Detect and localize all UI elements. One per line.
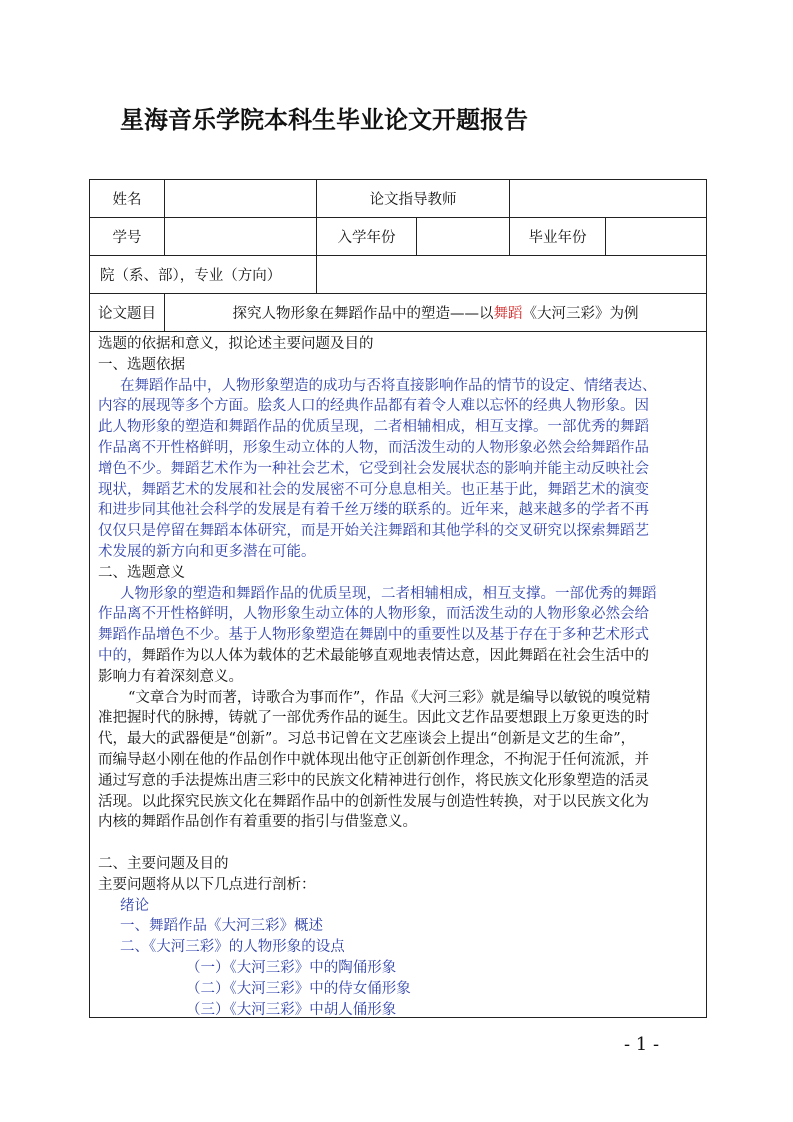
form-row-student-id [90, 218, 707, 256]
basis-line: 内容的展现等多个方面。脍炙人口的经典作品都有着令人难以忘怀的经典人物形象。因 [98, 398, 649, 415]
quote-line: 而编导赵小刚在他的作品创作中就体现出他守正创新创作理念，不拘泥于任何流派，并 [98, 751, 649, 768]
grad-year-field[interactable] [606, 218, 707, 256]
page-number: - 1 - [624, 1034, 660, 1055]
sub-outline-item: （二）《大河三彩》中的侍女俑形象 [186, 980, 411, 997]
advisor-field[interactable] [510, 180, 707, 218]
student-id-field[interactable] [165, 218, 317, 256]
content-header: 选题的依据和意义，拟论述主要问题及目的 [98, 336, 374, 352]
name-label: 姓名 [90, 180, 165, 218]
document-title: 星海音乐学院本科生毕业论文开题报告 [120, 106, 528, 134]
basis-line: 现状，舞蹈艺术的发展和社会的发展密不可分息息相关。也正基于此，舞蹈艺术的演变 [98, 481, 649, 498]
grad-year-label: 毕业年份 [510, 218, 606, 256]
significance-line: 舞蹈作为以人体为载体的艺术最能够直观地表情达意，因此舞蹈在社会生活中的 [141, 647, 649, 664]
basis-line: 术发展的新方向和更多潜在可能。 [98, 543, 316, 560]
significance-line: 中的， [98, 647, 142, 664]
name-field[interactable] [165, 180, 317, 218]
dept-label: 院（系、部），专业（方向） [90, 256, 317, 294]
proposal-content [98, 334, 698, 1018]
sub-outline-item: （一）《大河三彩》中的陶俑形象 [186, 959, 397, 976]
topic-field [165, 294, 707, 332]
form-row-topic [90, 294, 707, 332]
form-row-name [90, 180, 707, 218]
quote-line: 通过写意的手法提炼出唐三彩中的民族文化精神进行创作，将民族文化形象塑造的活灵 [98, 772, 649, 789]
proposal-form-table [89, 179, 707, 1018]
quote-line: 代，最大的武器便是“创新”。习总书记曾在文艺座谈会上提出“创新是文艺的生命”， [98, 731, 636, 748]
significance-line: 人物形象的塑造和舞蹈作品的优质呈现，二者相辅相成，相互支撑。一部优秀的舞蹈 [120, 585, 657, 602]
basis-line: 在舞蹈作品中，人物形象塑造的成功与否将直接影响作品的情节的设定、情绪表达、 [120, 377, 657, 394]
basis-line: 增色不少。舞蹈艺术作为一种社会艺术，它受到社会发展状态的影响并能主动反映社会 [98, 460, 649, 477]
problems-intro: 主要问题将从以下几点进行剖析： [98, 876, 316, 893]
advisor-label: 论文指导教师 [317, 180, 510, 218]
outline-item: 绪论 [120, 897, 149, 914]
spacer [98, 833, 698, 854]
sub-outline-item: （三）《大河三彩》中胡人俑形象 [186, 1001, 397, 1018]
enroll-year-label: 入学年份 [317, 218, 417, 256]
significance-line: 作品离不开性格鲜明，人物形象生动立体的人物形象，而活泼生动的人物形象必然会给 [98, 606, 649, 623]
topic-label: 论文题目 [90, 294, 165, 332]
form-row-dept [90, 256, 707, 294]
student-id-label: 学号 [90, 218, 165, 256]
significance-heading: 二、选题意义 [98, 564, 185, 581]
quote-line: 活现。以此探究民族文化在舞蹈作品中的创新性发展与创造性转换，对于以民族文化为 [98, 793, 649, 810]
quote-line: 准把握时代的脉搏，铸就了一部优秀作品的诞生。因此文艺作品要想跟上万象更迭的时 [98, 710, 649, 727]
basis-line: 此人物形象的塑造和舞蹈作品的优质呈现，二者相辅相成，相互支撑。一部优秀的舞蹈 [98, 419, 649, 436]
basis-line: 和进步同其他社会科学的发展是有着千丝万缕的联系的。近年来，越来越多的学者不再 [98, 502, 649, 519]
form-row-content [90, 332, 707, 1018]
problems-heading: 二、主要问题及目的 [98, 855, 229, 872]
topic-prefix: 探究人物形象在舞蹈作品中的塑造——以 [232, 306, 494, 322]
outline-item: 一、舞蹈作品《大河三彩》概述 [120, 918, 323, 935]
content-cell [90, 332, 707, 1018]
topic-highlight: 舞蹈 [493, 306, 523, 322]
dept-field[interactable] [317, 256, 707, 294]
enroll-year-field[interactable] [417, 218, 510, 256]
basis-heading: 一、选题依据 [98, 356, 185, 373]
basis-line: 仅仅只是停留在舞蹈本体研究，而是开始关注舞蹈和其他学科的交叉研究以探索舞蹈艺 [98, 523, 649, 540]
significance-line: 影响力有着深刻意义。 [98, 668, 243, 685]
quote-line: 内核的舞蹈作品创作有着重要的指引与借鉴意义。 [98, 814, 417, 831]
topic-suffix: 《大河三彩》为例 [522, 306, 639, 322]
outline-item: 二、《大河三彩》的人物形象的设点 [120, 939, 345, 956]
quote-line: “文章合为时而著，诗歌合为事而作”，作品《大河三彩》就是编导以敏锐的嗅觉精 [128, 689, 651, 706]
significance-mixed-line [98, 646, 698, 667]
basis-line: 作品离不开性格鲜明，形象生动立体的人物，而活泼生动的人物形象必然会给舞蹈作品 [98, 439, 649, 456]
significance-line: 舞蹈作品增色不少。基于人物形象塑造在舞剧中的重要性以及基于存在于多种艺术形式 [98, 627, 649, 644]
